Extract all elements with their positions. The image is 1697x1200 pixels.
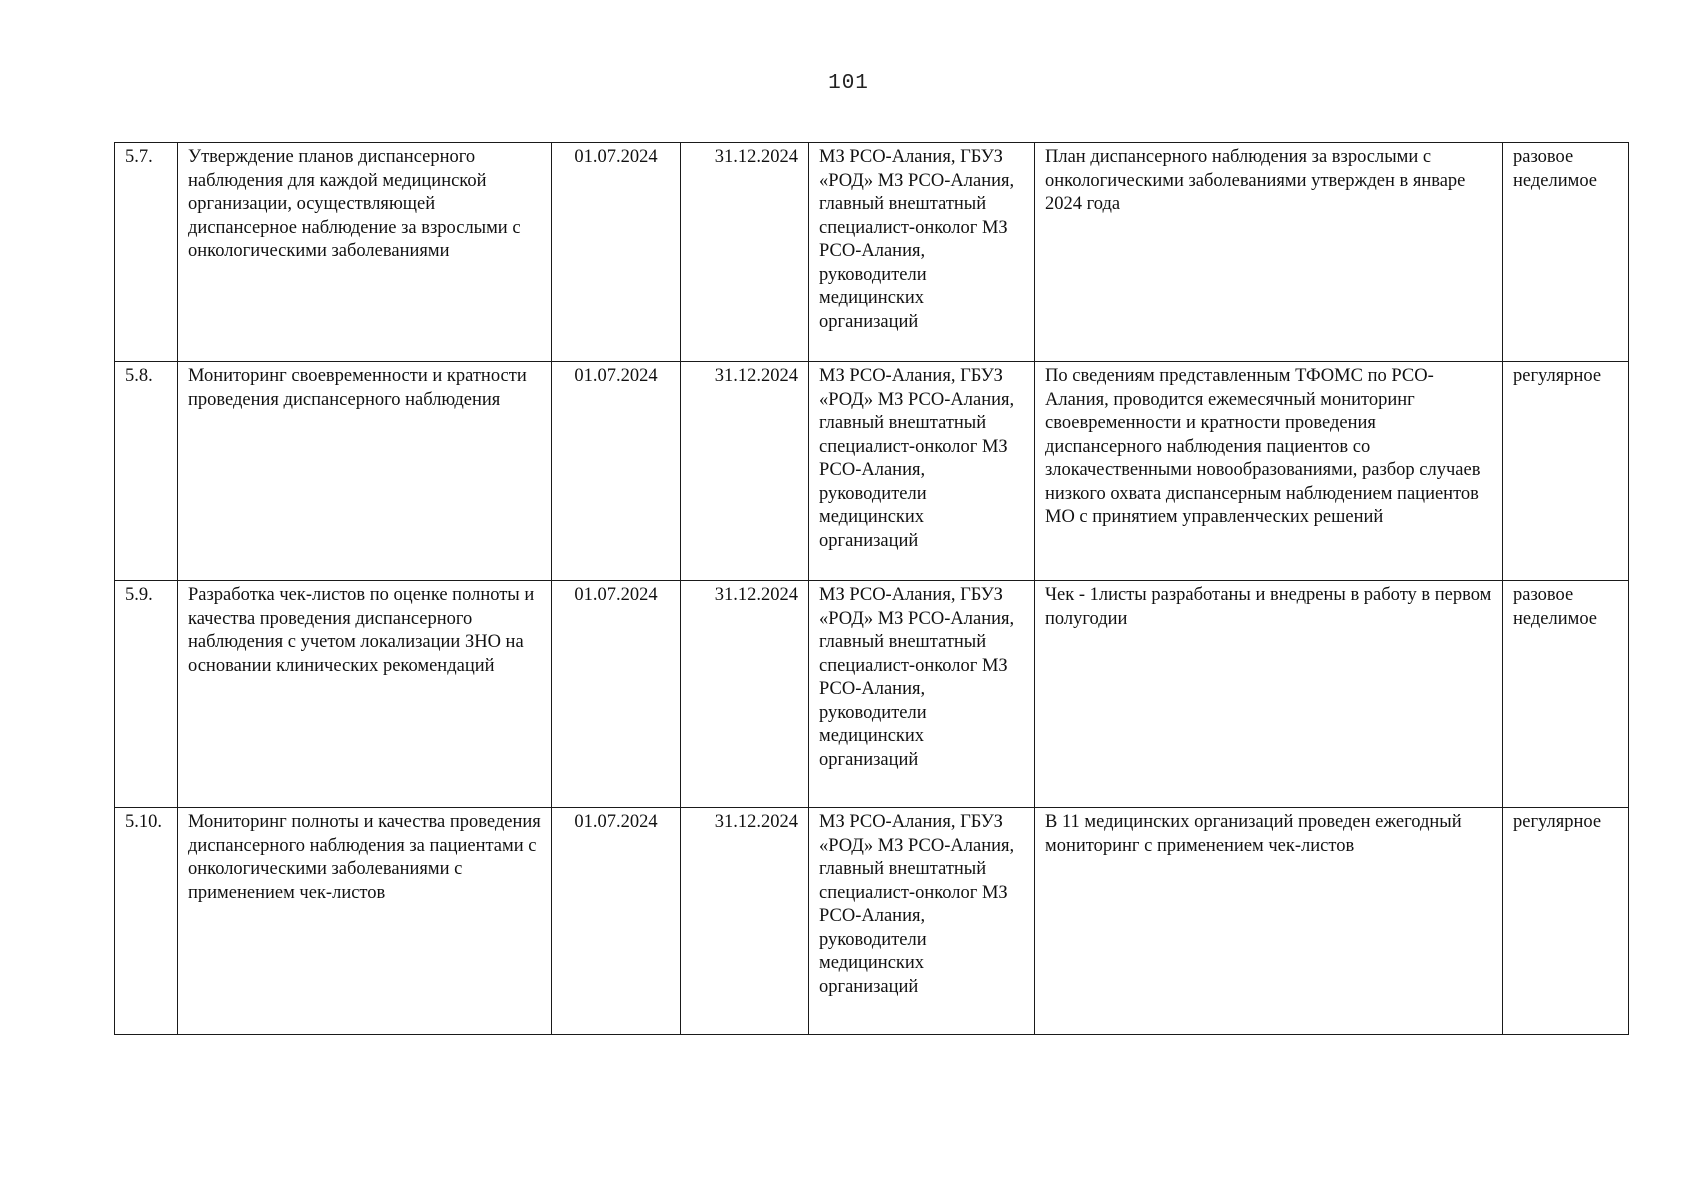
result-cell: В 11 медицинских организаций проведен ежегодный мониторинг с применением чек-листов	[1035, 808, 1503, 1035]
table-row	[115, 581, 1629, 808]
table-row	[115, 808, 1629, 1035]
activity-cell: Утверждение планов диспансерного наблюдения для каждой медицинской организации, осуществляющей диспансерное наблюдение за взрослыми с онкологическими заболеваниями	[178, 143, 552, 362]
result-cell: Чек - 1листы разработаны и внедрены в работу в первом полугодии	[1035, 581, 1503, 808]
type-cell: разовое неделимое	[1503, 143, 1629, 362]
start-date-cell: 01.07.2024	[552, 581, 681, 808]
row-number: 5.8.	[115, 362, 178, 581]
responsible-cell: МЗ РСО-Алания, ГБУЗ «РОД» МЗ РСО-Алания, главный внештатный специалист-онколог МЗ РСО-Алания, руководители медицинских организаций	[809, 143, 1035, 362]
end-date-cell: 31.12.2024	[681, 143, 809, 362]
start-date-cell: 01.07.2024	[552, 143, 681, 362]
activity-cell: Разработка чек-листов по оценке полноты и качества проведения диспансерного наблюдения с учетом локализации ЗНО на основании клинических рекомендаций	[178, 581, 552, 808]
result-cell: План диспансерного наблюдения за взрослыми с онкологическими заболеваниями утвержден в январе 2024 года	[1035, 143, 1503, 362]
activity-cell: Мониторинг своевременности и кратности проведения диспансерного наблюдения	[178, 362, 552, 581]
responsible-cell: МЗ РСО-Алания, ГБУЗ «РОД» МЗ РСО-Алания, главный внештатный специалист-онколог МЗ РСО-Алания, руководители медицинских организаций	[809, 581, 1035, 808]
start-date-cell: 01.07.2024	[552, 808, 681, 1035]
table-row	[115, 143, 1629, 362]
end-date-cell: 31.12.2024	[681, 808, 809, 1035]
measures-table	[114, 142, 1629, 1035]
page-number: 101	[828, 72, 869, 95]
result-cell: По сведениям представленным ТФОМС по РСО-Алания, проводится ежемесячный мониторинг своевременности и кратности проведения диспансерного наблюдения пациентов со злокачественными новообразованиями, разбор случаев низкого охвата диспансерным наблюдением пациентов МО с принятием управленческих решений	[1035, 362, 1503, 581]
activity-cell: Мониторинг полноты и качества проведения диспансерного наблюдения за пациентами с онкологическими заболеваниями с применением чек-листов	[178, 808, 552, 1035]
type-cell: регулярное	[1503, 808, 1629, 1035]
end-date-cell: 31.12.2024	[681, 581, 809, 808]
row-number: 5.10.	[115, 808, 178, 1035]
row-number: 5.7.	[115, 143, 178, 362]
type-cell: регулярное	[1503, 362, 1629, 581]
responsible-cell: МЗ РСО-Алания, ГБУЗ «РОД» МЗ РСО-Алания, главный внештатный специалист-онколог МЗ РСО-Алания, руководители медицинских организаций	[809, 362, 1035, 581]
type-cell: разовое неделимое	[1503, 581, 1629, 808]
start-date-cell: 01.07.2024	[552, 362, 681, 581]
table-row	[115, 362, 1629, 581]
row-number: 5.9.	[115, 581, 178, 808]
end-date-cell: 31.12.2024	[681, 362, 809, 581]
responsible-cell: МЗ РСО-Алания, ГБУЗ «РОД» МЗ РСО-Алания, главный внештатный специалист-онколог МЗ РСО-Алания, руководители медицинских организаций	[809, 808, 1035, 1035]
